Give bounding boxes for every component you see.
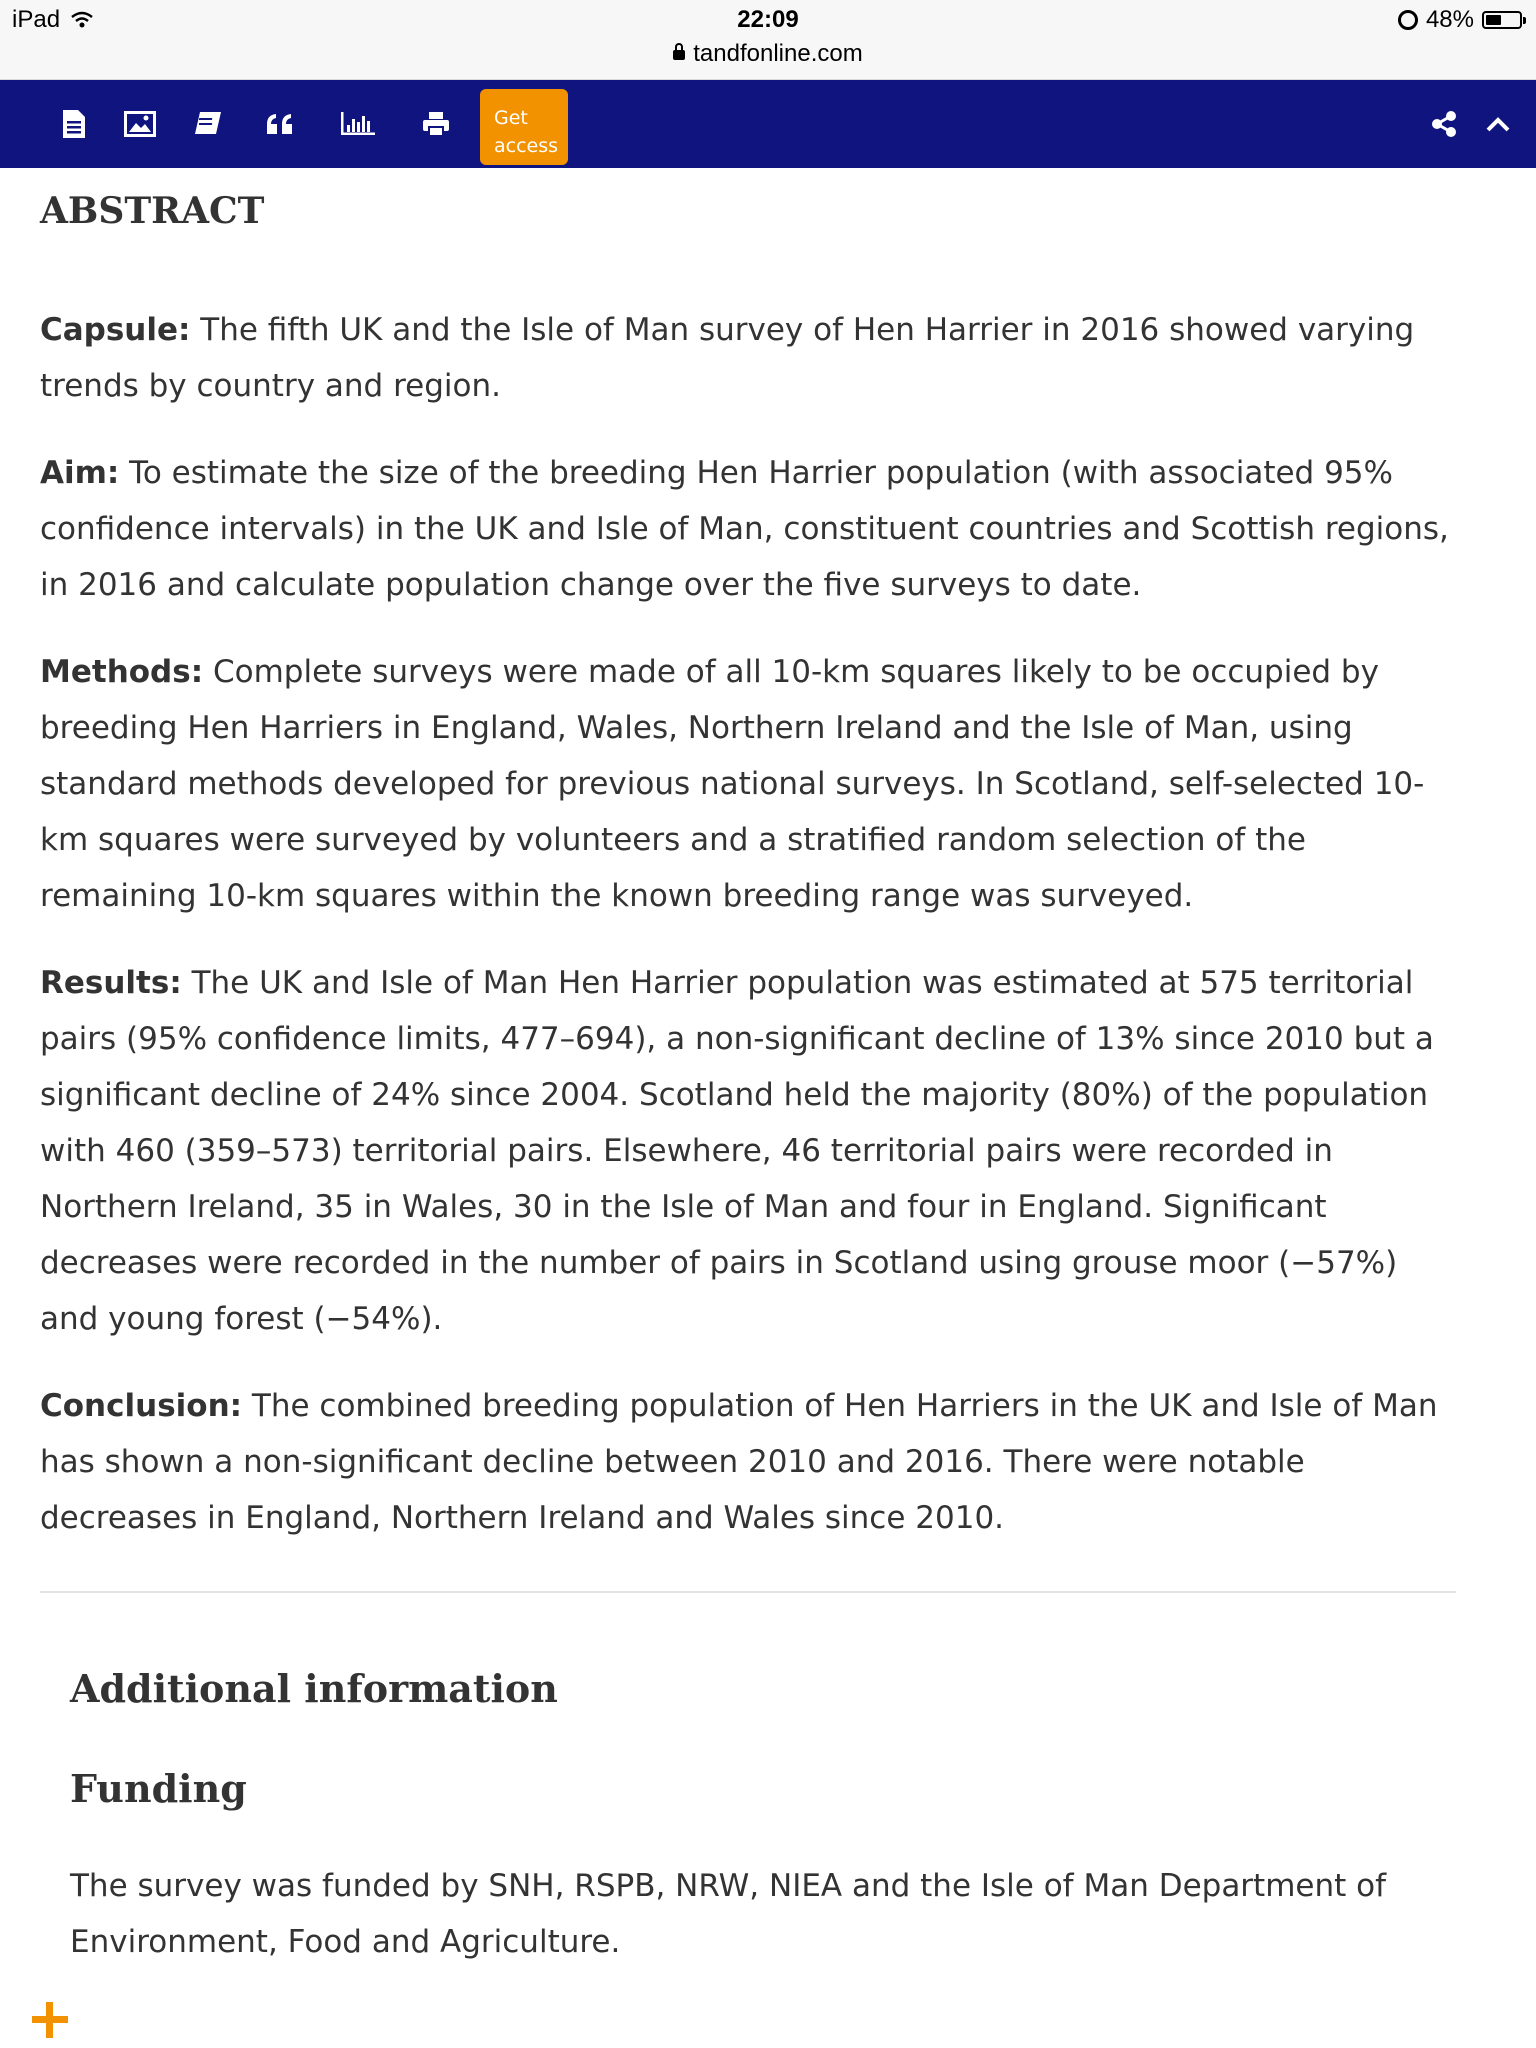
additional-info-heading: Additional information [70, 1666, 558, 1711]
chevron-up-icon[interactable] [1480, 106, 1516, 142]
conclusion-label: Conclusion: [40, 1388, 243, 1424]
conclusion-text: The combined breeding population of Hen Harriers in the UK and Isle of Man has shown a non-significant decline between 2010 and 2016. There were notable decreases in England, Northern Ireland and Wales since 2010. [40, 1388, 1438, 1536]
get-access-label-2: access [494, 135, 559, 157]
quote-icon[interactable] [262, 106, 298, 142]
device-name: iPad [12, 6, 61, 33]
capsule-paragraph [40, 302, 1460, 414]
book-icon[interactable] [190, 106, 226, 142]
lock-icon [673, 50, 685, 60]
section-divider [40, 1591, 1456, 1593]
methods-label: Methods: [40, 654, 204, 690]
aim-label: Aim: [40, 455, 120, 491]
capsule-text: The fifth UK and the Isle of Man survey of Hen Harrier in 2016 showed varying trends by country and region. [40, 312, 1415, 404]
get-access-button[interactable] [480, 89, 568, 165]
methods-text: Complete surveys were made of all 10-km squares likely to be occupied by breeding Hen Harriers in England, Wales, Northern Ireland and the Isle of Man, using standard methods developed for previous national surveys. In Scotland, self-selected 10-km squares were surveyed by volunteers and a stratified random selection of the remaining 10-km squares within the known breeding range was surveyed. [40, 654, 1425, 914]
share-icon[interactable] [1426, 106, 1462, 142]
clock: 22:09 [737, 6, 799, 33]
results-label: Results: [40, 965, 182, 1001]
status-right [1398, 6, 1522, 34]
battery-percent: 48% [1425, 6, 1474, 33]
results-text: The UK and Isle of Man Hen Harrier population was estimated at 575 territorial pairs (95% confidence limits, 477–694), a non-significant decline of 13% since 2010 but a significant decline of 24% since 2004. Scotland held the majority (80%) of the population with 460 (359–573) territorial pairs. Elsewhere, 46 territorial pairs were recorded in Northern Ireland, 35 in Wales, 30 in the Isle of Man and four in England. Significant decreases were recorded in the number of pairs in Scotland using grouse moor (−57%) and young forest (−54%). [40, 965, 1434, 1337]
funding-heading: Funding [70, 1766, 247, 1811]
get-access-label-1: Get [494, 107, 528, 129]
document-icon[interactable] [56, 106, 92, 142]
methods-paragraph [40, 644, 1460, 924]
alarm-icon [1398, 10, 1418, 30]
print-icon[interactable] [418, 106, 454, 142]
capsule-label: Capsule: [40, 312, 191, 348]
article-toolbar [0, 80, 1536, 168]
abstract-body [40, 302, 1460, 1577]
plus-icon[interactable] [30, 2000, 70, 2040]
abstract-heading: ABSTRACT [40, 190, 265, 232]
funding-text: The survey was funded by SNH, RSPB, NRW, NIEA and the Isle of Man Department of Environment, Food and Agriculture. [70, 1868, 1387, 1960]
battery-level [1486, 15, 1501, 25]
aim-text: To estimate the size of the breeding Hen Harrier population (with associated 95% confidence intervals) in the UK and Isle of Man, constituent countries and Scottish regions, in 2016 and calculate population change over the five surveys to date. [40, 455, 1449, 603]
status-bar [0, 0, 1536, 80]
conclusion-paragraph [40, 1378, 1460, 1546]
url-text: tandfonline.com [693, 40, 863, 67]
battery-icon [1482, 11, 1522, 29]
aim-paragraph [40, 445, 1460, 613]
address-bar[interactable] [0, 40, 1536, 68]
image-icon[interactable] [122, 106, 158, 142]
results-paragraph [40, 955, 1460, 1347]
metrics-icon[interactable] [340, 106, 376, 142]
